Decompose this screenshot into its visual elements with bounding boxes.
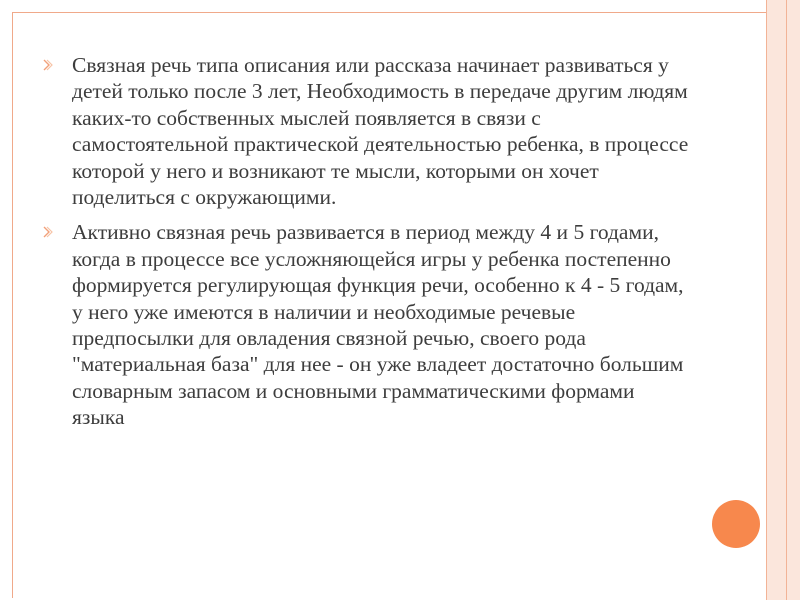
decorative-line-outer [786, 0, 787, 600]
chevron-bullet-icon [42, 226, 54, 238]
paragraph-text: Связная речь типа описания или рассказа начинает развиваться у детей только после 3 лет, Необходимость в передаче другим людям каких-то собственных мыслей появляется в связи с самостоятельной практической деятельностью ребенка, в процессе которой у него и возникают те мысли, которыми он хочет поделиться с окружающими. [72, 53, 689, 210]
decorative-line-inner [766, 0, 767, 600]
decorative-orange-circle [712, 500, 760, 548]
paragraph-text: Активно связная речь развивается в период между 4 и 5 годами, когда в процессе все усложняющейся игры у ребенка постепенно формируется регулирующая функция речи, особенно к 4 - 5 годам, у него уже имеются в наличии и необходимые речевые предпосылки для овладения связной речью, своего рода "материальная база" для нее - он уже владеет достаточно большим словарным запасом и основными грамматическими формами языка [72, 220, 684, 430]
chevron-bullet-icon [42, 59, 54, 71]
slide-body [42, 52, 692, 440]
decorative-side-band [766, 0, 800, 600]
bullet-paragraph-1 [42, 52, 692, 210]
bullet-paragraph-2 [42, 219, 692, 430]
